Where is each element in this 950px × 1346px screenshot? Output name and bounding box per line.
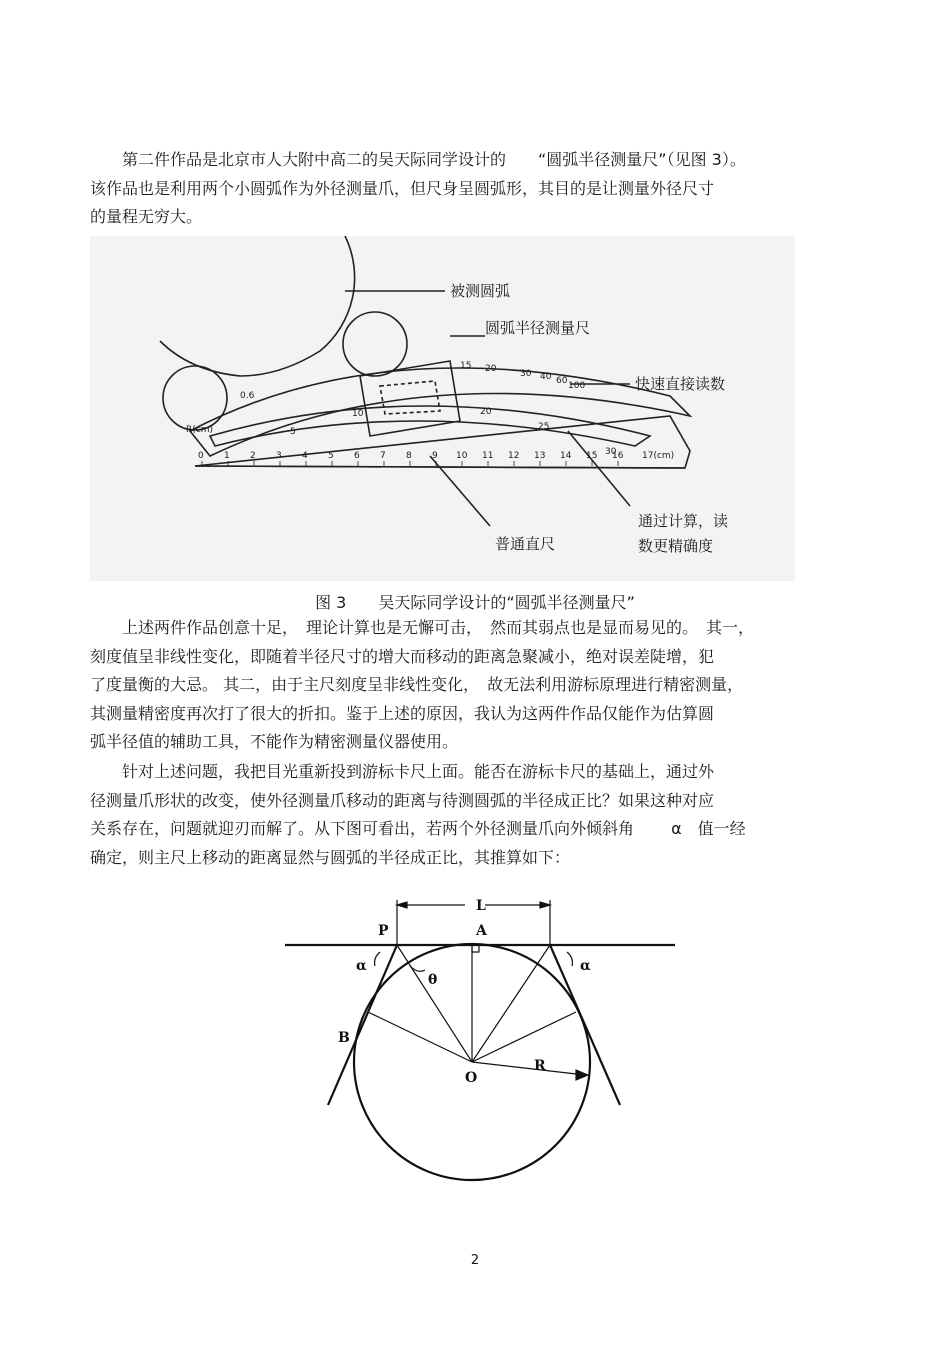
analysis-paragraph (90, 614, 850, 757)
text-line: 刻度值呈非线性变化，即随着半径尺寸的增大而移动的距离急聚减小，绝对误差陡增，犯 (90, 646, 715, 666)
radius-right-1 (472, 945, 550, 1062)
text-line: 第二件作品是北京市人大附中高二的吴天际同学设计的 “圆弧半径测量尺”（见图 3）。 (90, 150, 746, 169)
arc-tick-label: 20 (480, 407, 492, 417)
text-line: 弧半径值的辅助工具，不能作为精密测量仪器使用。 (90, 732, 459, 751)
arc-tick-label: 30 (520, 369, 532, 379)
ruler-tick-label: 10 (456, 451, 468, 461)
geometry-diagram (280, 890, 680, 1190)
right-jaw-circle (343, 312, 407, 376)
label-O: O (465, 1070, 478, 1086)
label-B: B (338, 1030, 350, 1046)
text-line: 其测量精密度再次打了很大的折扣。鉴于上述的原因，我认为这两件作品仅能作为估算圆 (90, 703, 715, 723)
label-R: R (534, 1058, 546, 1074)
arc-tick-label: 40 (540, 372, 552, 382)
radius-r (472, 1062, 585, 1075)
radius-right-2 (472, 1012, 576, 1062)
ruler-tick-label: 6 (354, 451, 360, 461)
arc-tick-label: 25 (538, 422, 550, 432)
measured-arc (160, 236, 355, 376)
left-jaw-circle (163, 366, 227, 430)
arc-tick-label: 5 (290, 427, 296, 437)
ruler-tick-label: 14 (560, 451, 572, 461)
label-theta: θ (428, 972, 438, 988)
label-alpha-right: α (580, 958, 591, 974)
calc-label-line2: 数更精确度 (638, 537, 714, 555)
text-line: 的量程无穷大。 (90, 207, 203, 226)
measured-arc-label: 被测圆弧 (450, 282, 511, 300)
arc-tick-label: 100 (568, 381, 586, 391)
arc-tick-label: 20 (485, 364, 497, 374)
ruler-tick-label: 5 (328, 451, 334, 461)
text-line: 上述两件作品创意十足， 理论计算也是无懈可击， 然而其弱点也是显而易见的。 其一， (90, 618, 755, 637)
ruler-tick-label: 3 (276, 451, 282, 461)
page-number: 2 (470, 1253, 480, 1268)
ruler-tick-label: 8 (406, 451, 412, 461)
arc-tick-label: 30 (605, 447, 617, 457)
curved-ruler-outer (190, 368, 690, 456)
arc-tick-label: 0.6 (240, 391, 255, 401)
text-line: 了度量衡的大忌。 其二，由于主尺刻度呈非线性变化， 故无法利用游标原理进行精密测量， (90, 675, 744, 694)
quick-read-label: 快速直接读数 (635, 375, 726, 393)
proposal-paragraph (90, 758, 850, 872)
label-alpha-left: α (356, 958, 367, 974)
ruler-tick-label: 4 (302, 451, 308, 461)
ruler-tick-label: 0 (198, 451, 204, 461)
intro-paragraph (90, 146, 850, 232)
arc-tick-label: 15 (460, 361, 472, 371)
label-P: P (378, 923, 389, 939)
figure-3-arc-radius-ruler (90, 236, 795, 581)
ruler-tick-label: 12 (508, 451, 520, 461)
label-A: A (476, 923, 487, 939)
text-line: 径测量爪形状的改变，使外径测量爪移动的距离与待测圆弧的半径成正比？如果这种对应 (90, 790, 715, 810)
label-L: L (476, 898, 486, 914)
ruler-tick-label: 7 (380, 451, 386, 461)
ruler-name-label: 圆弧半径测量尺 (485, 319, 591, 337)
normal-ruler-label: 普通直尺 (495, 535, 556, 553)
text-line: 确定，则主尺上移动的距离显然与圆弧的半径成正比，其推算如下： (90, 847, 571, 867)
ruler-tick-label: 2 (250, 451, 256, 461)
ruler-tick-label: 16 (612, 451, 624, 461)
figure-3-caption: 图 3 吴天际同学设计的“圆弧半径测量尺” (315, 593, 635, 612)
arc-tick-label: 60 (556, 376, 568, 386)
r-unit-label: R(cm) (186, 425, 213, 435)
text-line: 针对上述问题，我把目光重新投到游标卡尺上面。能否在游标卡尺的基础上，通过外 (90, 762, 715, 781)
ruler-tick-label: 9 (432, 451, 438, 461)
ruler-tick-label: 11 (482, 451, 494, 461)
ruler-tick-label: 13 (534, 451, 546, 461)
ruler-tick-label: 1 (224, 451, 230, 461)
text-line: 关系存在，问题就迎刃而解了。从下图可看出，若两个外径测量爪向外倾斜角 α 值一经 (90, 819, 746, 838)
calc-label-line1: 通过计算，读 (638, 512, 729, 530)
text-line: 该作品也是利用两个小圆弧作为外径测量爪，但尺身呈圆弧形，其目的是让测量外径尺寸 (90, 178, 715, 198)
cm-unit-label: 17(cm) (642, 451, 675, 461)
arc-tick-label: 10 (352, 409, 364, 419)
ruler-tick-label: 15 (586, 451, 598, 461)
